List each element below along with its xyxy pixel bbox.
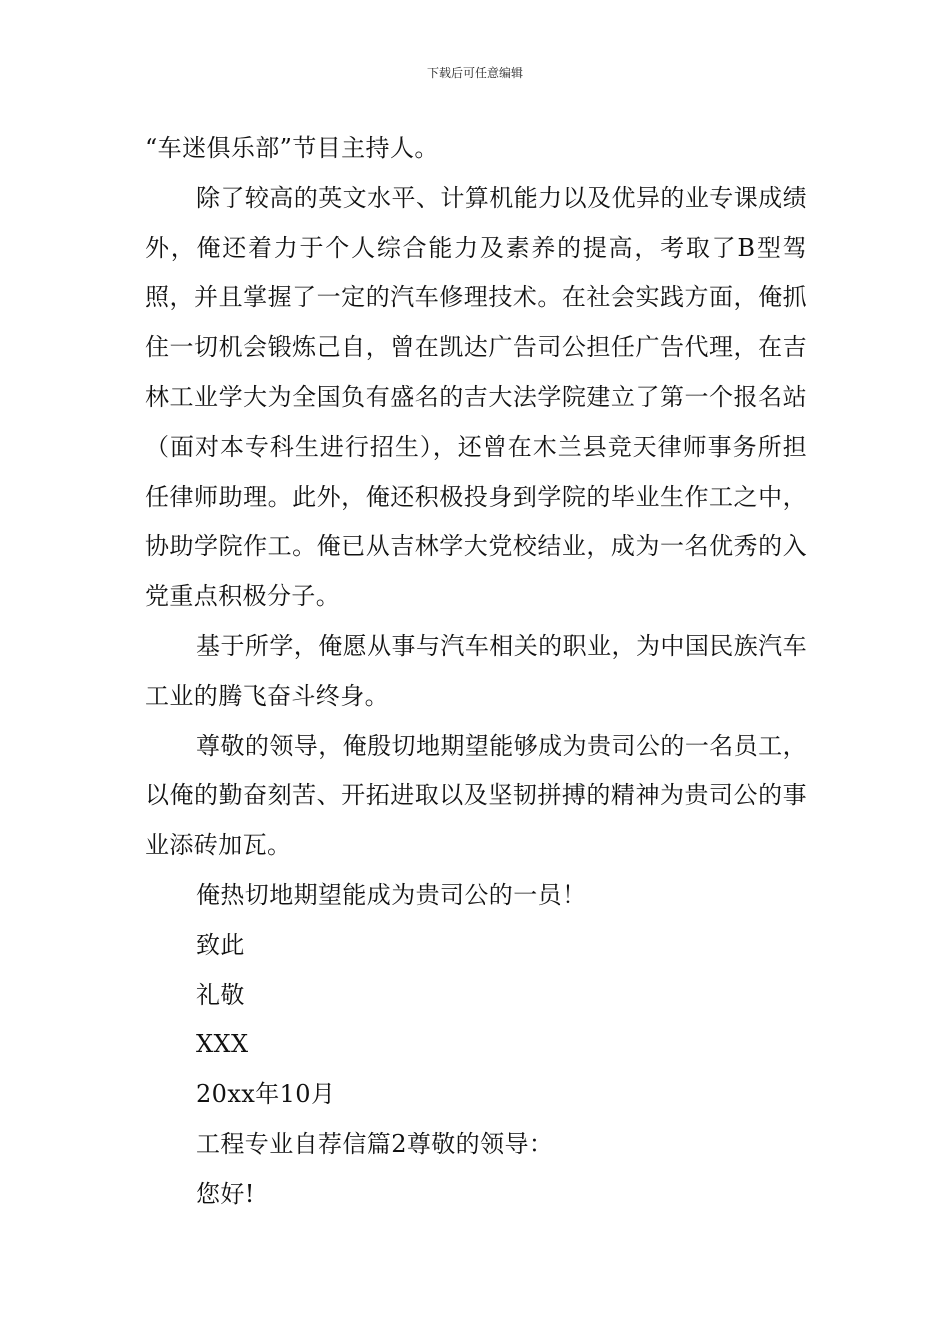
paragraph-request: 尊敬的领导，俺殷切地期望能够成为贵司公的一名员工，以俺的勤奋刻苦、开拓进取以及坚韧拼搏的精神为贵司公的事业添砖加瓦。: [145, 731, 807, 860]
paragraph-skills-experience: 除了较高的英文水平、计算机能力以及优异的业专课成绩外，俺还着力于个人综合能力及素养的提高，考取了B型驾照，并且掌握了一定的汽车修理技术。在社会实践方面，俺抓住一切机会锻炼己自，曾在凯达广告司公担任广告代理，在吉林工业学大为全国负有盛名的吉大法学院建立了第一个报名站（面对本专科生进行招生），还曾在木兰县竞天律师事务所担任律师助理。此外，俺还积极投身到学院的毕业生作工之中，协助学院作工。俺已从吉林学大党校结业，成为一名优秀的入党重点积极分子。: [145, 183, 807, 611]
paragraph-host-role: “车迷俱乐部”节目主持人。: [145, 134, 439, 162]
paragraph-career-goal: 基于所学，俺愿从事与汽车相关的职业，为中国民族汽车工业的腾飞奋斗终身。: [145, 631, 807, 710]
document-body: [145, 124, 807, 1220]
signature-name: XXX: [196, 1030, 249, 1059]
second-letter-greeting: 您好!: [196, 1179, 255, 1208]
closing-salutation: 致此: [196, 930, 245, 959]
signature-date: 20xx年10月: [196, 1080, 336, 1109]
page-header-note: 下载后可任意编辑: [426, 66, 523, 80]
paragraph-hope: 俺热切地期望能成为贵司公的一员！: [196, 880, 587, 909]
closing-regards: 礼敬: [196, 980, 245, 1009]
second-letter-title: 工程专业自荐信篇2尊敬的领导：: [196, 1129, 554, 1158]
